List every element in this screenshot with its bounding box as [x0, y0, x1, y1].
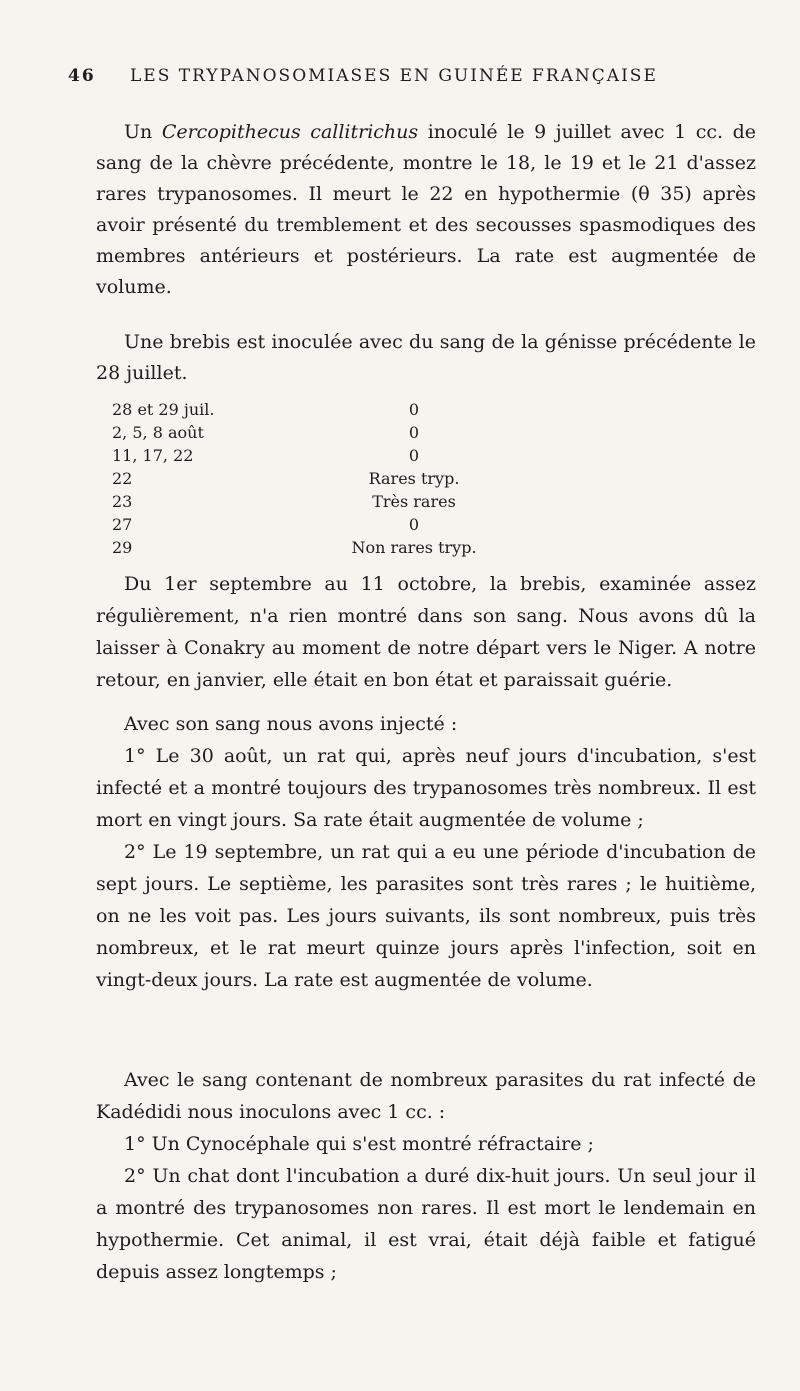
paragraph-rat-2: 2° Le 19 septembre, un rat qui a eu une période d'incubation de sept jours. Le septième, les parasites sont très rares ; le huitième, on ne les voit pas. Les jours suivants, ils sont nombreux, puis très nombreux, et le rat meurt quinze jours après l'infection, soit en vingt-deux jours. La rate est augmentée de volume. [96, 841, 756, 991]
table-row [112, 444, 514, 467]
table-row [112, 536, 514, 559]
obs-date: 22 [112, 469, 133, 488]
table-row [112, 398, 514, 421]
table-row [112, 467, 514, 490]
obs-result: 0 [408, 515, 420, 534]
paragraph-cynocephale: 1° Un Cynocéphale qui s'est montré réfractaire ; [124, 1133, 594, 1155]
obs-result: Rares tryp. [368, 469, 460, 488]
table-row [112, 421, 514, 444]
paragraph-brebis: Une brebis est inoculée avec du sang de la génisse précédente le 28 juillet. [96, 331, 756, 384]
obs-date: 27 [112, 515, 133, 534]
paragraph-cercopithecus [96, 117, 756, 303]
obs-date: 11, 17, 22 [112, 446, 194, 465]
text-span: inoculé le 9 juillet avec 1 cc. de sang de la chèvre précédente, montre le 18, le 19 et le 21 d'assez rares trypanosomes. Il meurt le 22 en hypothermie (θ 35) après avoir présenté du tremblement et des secousses spasmodiques des membres antérieurs et postérieurs. La rate est augmentée de volume. [96, 121, 756, 298]
obs-result: Très rares [372, 492, 456, 511]
obs-result: 0 [408, 446, 420, 465]
obs-date: 2, 5, 8 août [112, 423, 204, 442]
observation-table [112, 398, 514, 559]
obs-date: 23 [112, 492, 133, 511]
paragraph-rat-1: 1° Le 30 août, un rat qui, après neuf jours d'incubation, s'est infecté et a montré toujours des trypanosomes très nombreux. Il est mort en vingt jours. Sa rate était augmentée de volume ; [96, 745, 756, 831]
species-name: Cercopithecus callitrichus [161, 121, 419, 143]
obs-result: 0 [408, 423, 420, 442]
obs-result: Non rares tryp. [351, 538, 477, 557]
text-span: Un [124, 121, 162, 143]
table-row [112, 513, 514, 536]
paragraph-septembre: Du 1er septembre au 11 octobre, la brebis, examinée assez régulièrement, n'a rien montré dans son sang. Nous avons dû la laisser à Conakry au moment de notre départ vers le Niger. A notre retour, en janvier, elle était en bon état et paraissait guérie. [96, 573, 756, 691]
obs-result: 0 [408, 400, 420, 419]
running-header [68, 66, 768, 90]
page-number: 46 [68, 66, 96, 86]
paragraph-kadedidi: Avec le sang contenant de nombreux parasites du rat infecté de Kadédidi nous inoculons avec 1 cc. : [96, 1069, 756, 1123]
paragraph-injection-intro: Avec son sang nous avons injecté : [124, 713, 458, 735]
paragraph-chat: 2° Un chat dont l'incubation a duré dix-huit jours. Un seul jour il a montré des trypanosomes non rares. Il est mort le lendemain en hypothermie. Cet animal, il est vrai, était déjà faible et fatigué depuis assez longtemps ; [96, 1165, 756, 1283]
running-title: LES TRYPANOSOMIASES EN GUINÉE FRANÇAISE [130, 66, 658, 86]
obs-date: 29 [112, 538, 133, 557]
table-row [112, 490, 514, 513]
obs-date: 28 et 29 juil. [112, 400, 215, 419]
